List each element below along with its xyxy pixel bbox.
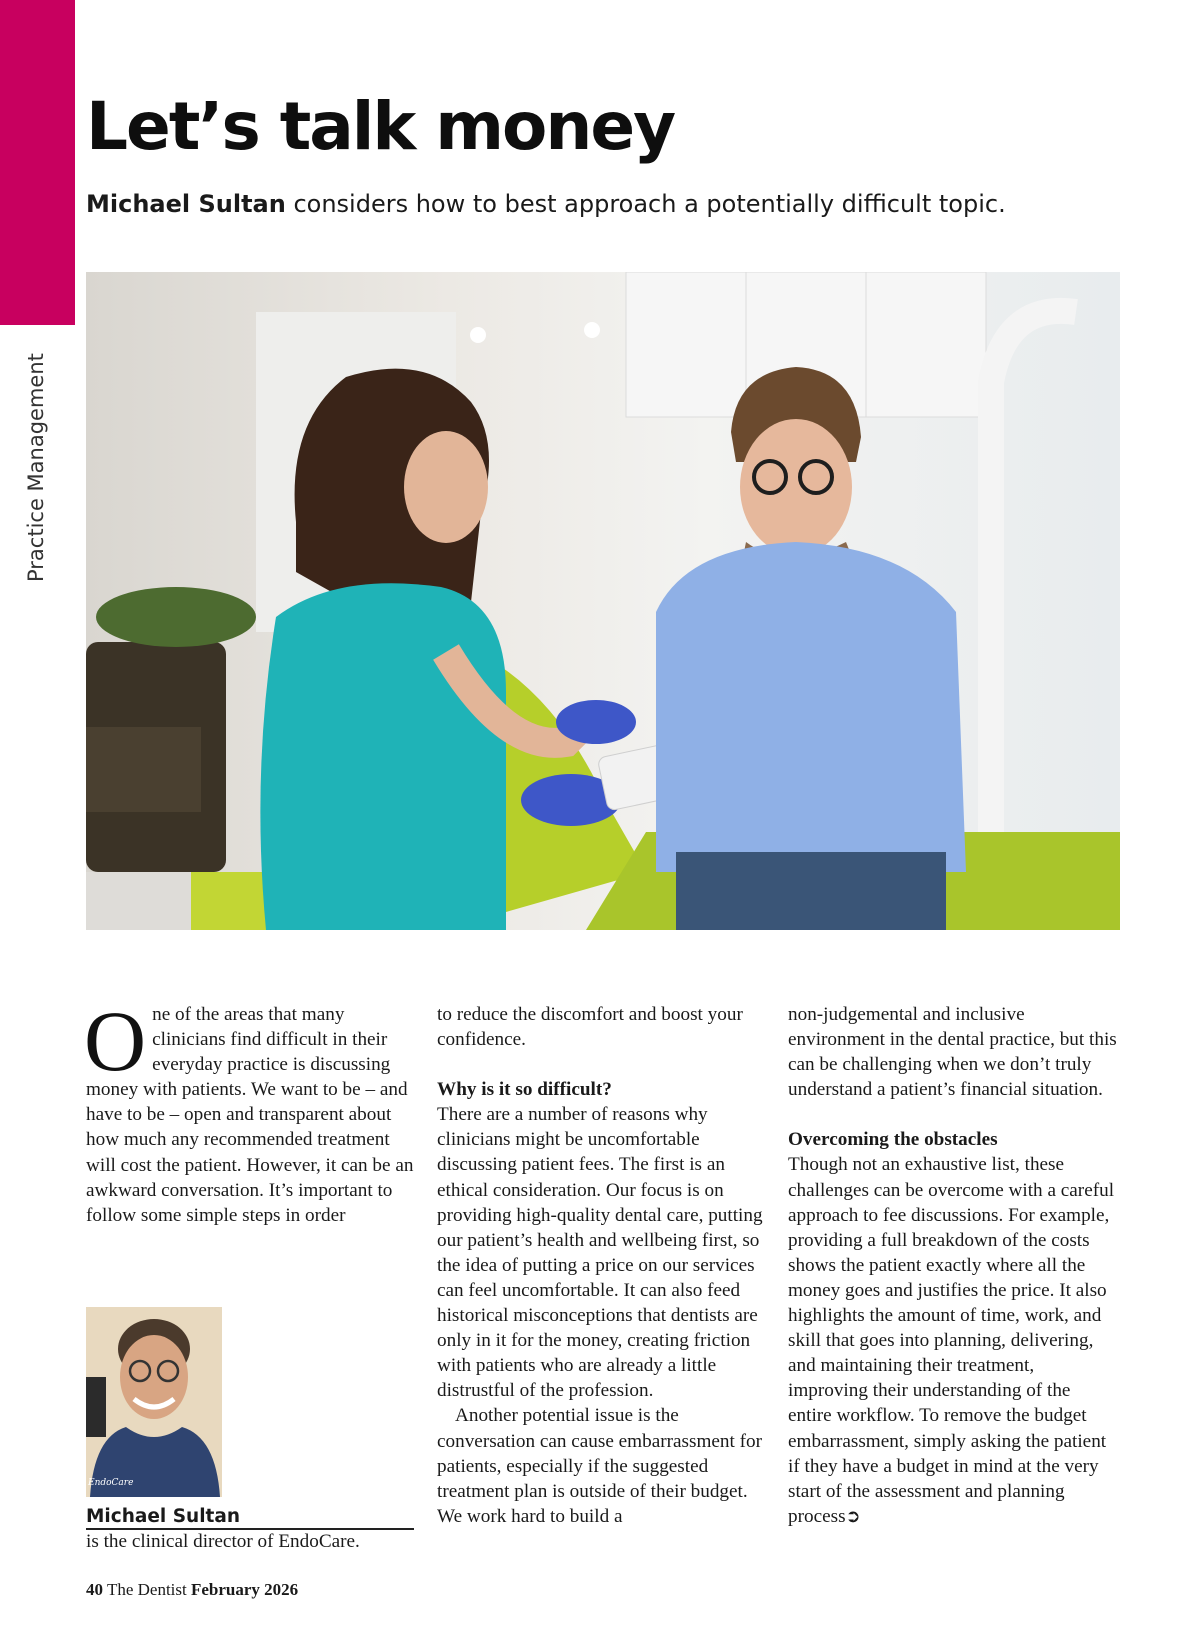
heading-overcoming-obstacles: Overcoming the obstacles	[788, 1129, 998, 1151]
col3-lead-text: non-judgemental and inclusive environment in the dental practice, but this can be challenging when we don’t truly understand a patient’s financial situation.	[788, 1004, 1117, 1101]
section-label: Practice Management	[24, 353, 48, 582]
intro-paragraph	[84, 993, 416, 1228]
body-column-3	[788, 1002, 1118, 1529]
scrubs-logo-text: EndoCare	[88, 1478, 134, 1488]
body-column-1	[84, 993, 416, 1228]
standfirst-author: Michael Sultan	[86, 190, 286, 218]
article-standfirst	[86, 190, 1006, 218]
col2-lead-text: to reduce the discomfort and boost your confidence.	[437, 1004, 743, 1051]
article-title: Let’s talk money	[86, 88, 675, 165]
page-footer	[86, 1580, 298, 1600]
col2-paragraph-2: Another potential issue is the conversation can cause embarrassment for patients, especially if the suggested treatment plan is outside of their budget. We work hard to build a	[437, 1405, 762, 1527]
magazine-name: The Dentist	[103, 1580, 191, 1599]
author-photo	[86, 1307, 222, 1497]
hero-photo	[86, 272, 1120, 930]
heading-why-difficult: Why is it so difficult?	[437, 1079, 612, 1101]
author-bio: is the clinical director of EndoCare.	[86, 1531, 360, 1552]
col2-paragraph-1: There are a number of reasons why clinicians might be uncomfortable discussing patient fees. The first is an ethical consideration. Our focus is on providing high-quality dental care, putting our patient’s health and wellbeing first, so the idea of putting a price on our services can feel uncomfortable. It can also feed historical misconceptions that dentists are only in it for the money, creating friction with patients who are already a little distrustful of the profession.	[437, 1104, 763, 1402]
issue-date: February 2026	[190, 1580, 299, 1599]
col3-paragraph-text: Though not an exhaustive list, these challenges can be overcome with a careful approach to fee discussions. For example, providing a full breakdown of the costs shows the patient exactly where all the money goes and justifies the price. It also highlights the amount of time, work, and skill that goes into planning, delivering, and maintaining their treatment, improving their understanding of the entire workflow. To remove the budget embarrassment, simply asking the patient if they have a budget in mind at the very start of the assessment and planning process	[788, 1154, 1115, 1527]
drop-cap: O	[84, 993, 147, 1089]
section-color-bar	[0, 0, 75, 325]
author-portrait	[86, 1307, 222, 1497]
standfirst-text: considers how to best approach a potentially difficult topic.	[285, 190, 1006, 218]
page-number: 40	[86, 1580, 103, 1599]
author-name: Michael Sultan	[86, 1506, 414, 1530]
hero-illustration	[86, 272, 1120, 930]
continue-arrow-icon: ➲	[845, 1505, 861, 1527]
col3-paragraph-1	[788, 1152, 1118, 1528]
body-column-2	[437, 1002, 767, 1529]
intro-text: ne of the areas that many clinicians find difficult in their everyday practice is discussing money with patients. We want to be – and have to be – open and transparent about how much any recommended treatment will cost the patient. However, it can be an awkward conversation. It’s important to follow some simple steps in order	[86, 1004, 414, 1226]
